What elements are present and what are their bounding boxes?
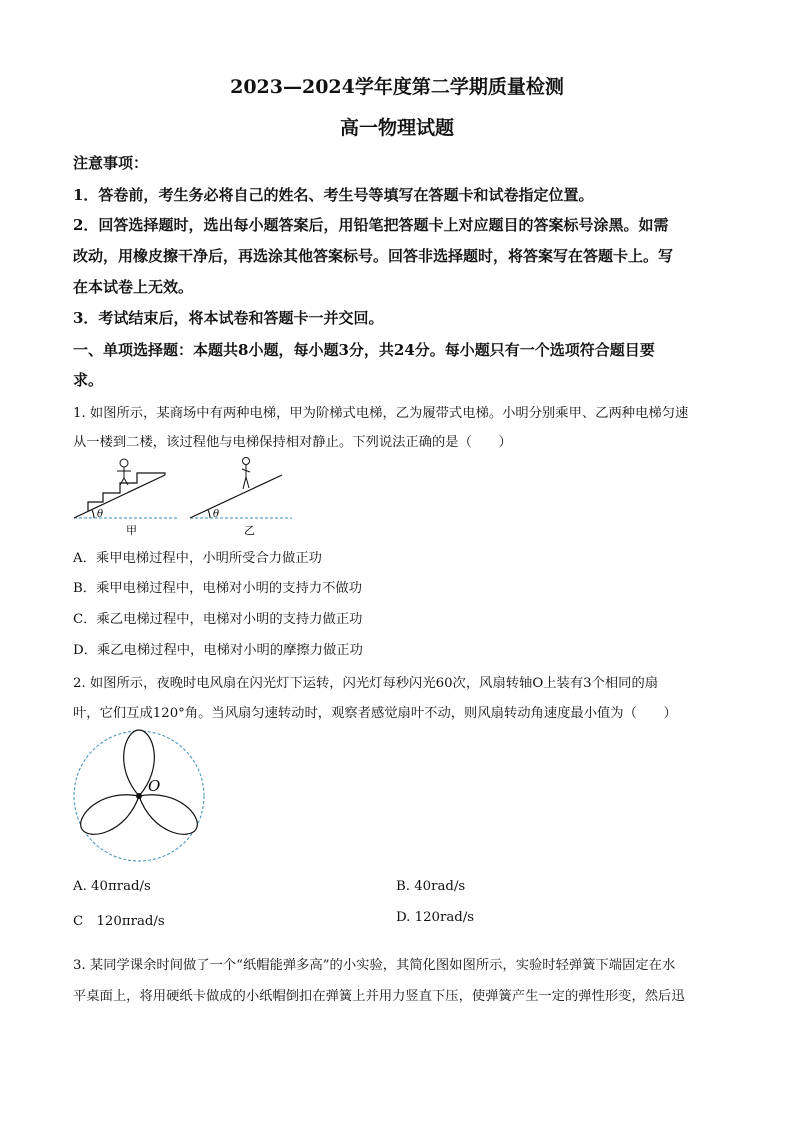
q2-option-d: D. 120rad/s — [396, 910, 475, 925]
q1-escalator-figure — [70, 455, 300, 540]
q1-stem-line-1: 1. 如图所示，某商场中有两种电梯，甲为阶梯式电梯，乙为履带式电梯。小明分别乘甲、乙两种电梯匀速 — [73, 406, 689, 421]
angle-label-b: θ — [213, 509, 220, 520]
angle-arc-a — [92, 510, 94, 518]
figure-label-b: 乙 — [244, 524, 255, 537]
q2-stem-line-2: 叶，它们互成120°角。当风扇匀速转动时，观察者感觉扇叶不动，则风扇转动角速度最小值为（ ） — [73, 706, 677, 721]
incline-b — [190, 475, 282, 518]
q1-option-a: A．乘甲电梯过程中，小明所受合力做正功 — [73, 551, 322, 566]
notice-item-2-line-1: 2．回答选择题时，选出每小题答案后，用铅笔把答题卡上对应题目的答案标号涂黑。如需 — [73, 216, 669, 234]
q1-option-c: C．乘乙电梯过程中，电梯对小明的支持力做正功 — [73, 612, 363, 627]
q2-fan-figure — [70, 727, 210, 867]
section-1-heading-line-2: 求。 — [73, 371, 104, 389]
exam-subtitle: 高一物理试题 — [339, 117, 454, 139]
person-figure-a — [117, 459, 131, 485]
q1-stem-line-2: 从一楼到二楼，该过程他与电梯保持相对静止。下列说法正确的是（ ） — [73, 435, 512, 450]
q1-option-b: B．乘甲电梯过程中，电梯对小明的支持力不做功 — [73, 581, 363, 596]
notice-item-2-line-3: 在本试卷上无效。 — [73, 278, 194, 296]
q1-option-d: D．乘乙电梯过程中，电梯对小明的摩擦力做正功 — [73, 643, 363, 658]
q2-option-a: A. 40πrad/s — [73, 879, 151, 894]
fan-blades — [74, 730, 204, 842]
fan-axis-dot — [136, 793, 142, 799]
person-figure-b — [242, 458, 250, 490]
incline-a — [74, 475, 165, 518]
angle-arc-b — [208, 510, 210, 518]
belt-escalator-diagram — [190, 458, 292, 538]
q2-option-b: B. 40rad/s — [396, 879, 466, 894]
section-1-heading-line-1: 一、单项选择题：本题共8小题，每小题3分，共24分。每小题只有一个选项符合题目要 — [73, 341, 655, 359]
step-escalator-diagram — [74, 459, 178, 537]
q2-option-c: C 120πrad/s — [73, 914, 165, 929]
notice-heading: 注意事项： — [73, 154, 149, 172]
notice-item-3: 3．考试结束后，将本试卷和答题卡一并交回。 — [73, 309, 384, 327]
q2-stem-line-1: 2. 如图所示，夜晚时电风扇在闪光灯下运转，闪光灯每秒闪光60次，风扇转轴O上装有3个相同的扇 — [73, 676, 659, 691]
q3-stem-line-2: 平桌面上，将用硬纸卡做成的小纸帽倒扣在弹簧上并用力竖直下压，使弹簧产生一定的弹性形变，然后迅 — [73, 989, 685, 1004]
notice-item-1: 1．答卷前，考生务必将自己的姓名、考生号等填写在答题卡和试卷指定位置。 — [73, 186, 594, 204]
figure-label-a: 甲 — [126, 524, 137, 537]
q3-stem-line-1: 3. 某同学课余时间做了一个“纸帽能弹多高”的小实验，其简化图如图所示，实验时轻弹簧下端固定在水 — [73, 958, 676, 973]
notice-item-2-line-2: 改动，用橡皮擦干净后，再选涂其他答案标号。回答非选择题时，将答案写在答题卡上。写 — [73, 247, 674, 265]
exam-title: 2023—2024学年度第二学期质量检测 — [230, 76, 564, 98]
angle-label-a: θ — [97, 509, 104, 520]
axis-label-o: O — [148, 777, 161, 795]
